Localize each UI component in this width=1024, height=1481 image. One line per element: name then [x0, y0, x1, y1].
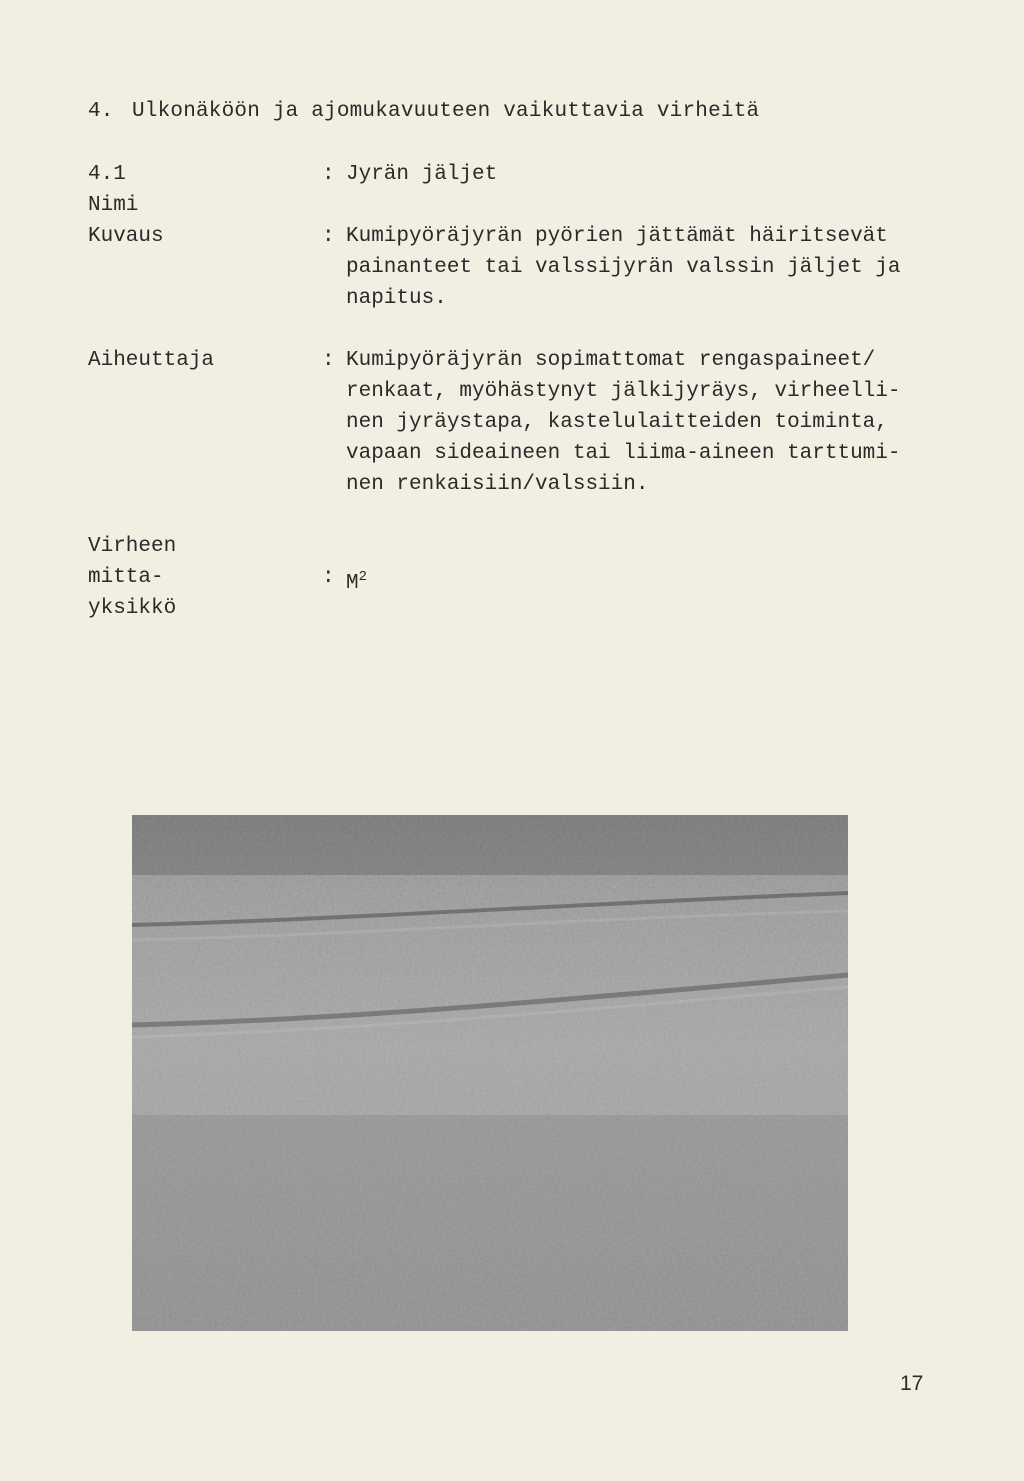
kuvaus-value: [346, 221, 926, 314]
nimi-label: 4.1 Nimi: [88, 163, 139, 217]
aiheuttaja-line: nen renkaisiin/valssiin.: [346, 473, 649, 496]
unit-exponent: 2: [358, 569, 368, 585]
mittayksikko-colon: :: [322, 566, 335, 589]
aiheuttaja-label: Aiheuttaja: [88, 349, 215, 372]
aiheuttaja-colon: :: [322, 349, 335, 372]
aiheuttaja-line: nen jyräystapa, kastelulaitteiden toiminta,: [346, 411, 888, 434]
aiheuttaja-line: vapaan sideaineen tai liima-aineen tarttumi-: [346, 442, 901, 465]
kuvaus-colon: :: [322, 225, 335, 248]
mittayksikko-label: [88, 531, 176, 624]
kuvaus-label: Kuvaus: [88, 225, 164, 248]
section-number: 4.: [88, 100, 114, 123]
aiheuttaja-value: [346, 345, 926, 500]
kuvaus-line: Kumipyöräjyrän pyörien jättämät häiritsevät: [346, 225, 888, 248]
section-title: Ulkonäköön ja ajomukavuuteen vaikuttavia virheitä: [132, 100, 760, 123]
aiheuttaja-line: Kumipyöräjyrän sopimattomat rengaspaineet/: [346, 349, 876, 372]
nimi-colon: :: [322, 163, 335, 186]
unit-symbol: M: [346, 572, 359, 595]
section-heading: [88, 100, 759, 123]
kuvaus-line: napitus.: [346, 287, 447, 310]
aiheuttaja-line: renkaat, myöhästynyt jälkijyräys, virheelli-: [346, 380, 901, 403]
page-number: 17: [900, 1372, 924, 1395]
kuvaus-line: painanteet tai valssijyrän valssin jäljet ja: [346, 256, 901, 279]
mittayksikko-label-line2: yksikkö: [88, 597, 177, 620]
mittayksikko-label-line1: Virheen mitta-: [88, 535, 177, 589]
nimi-value: Jyrän jäljet: [346, 163, 498, 186]
mittayksikko-value: [346, 562, 926, 599]
asphalt-photo: [132, 815, 848, 1331]
